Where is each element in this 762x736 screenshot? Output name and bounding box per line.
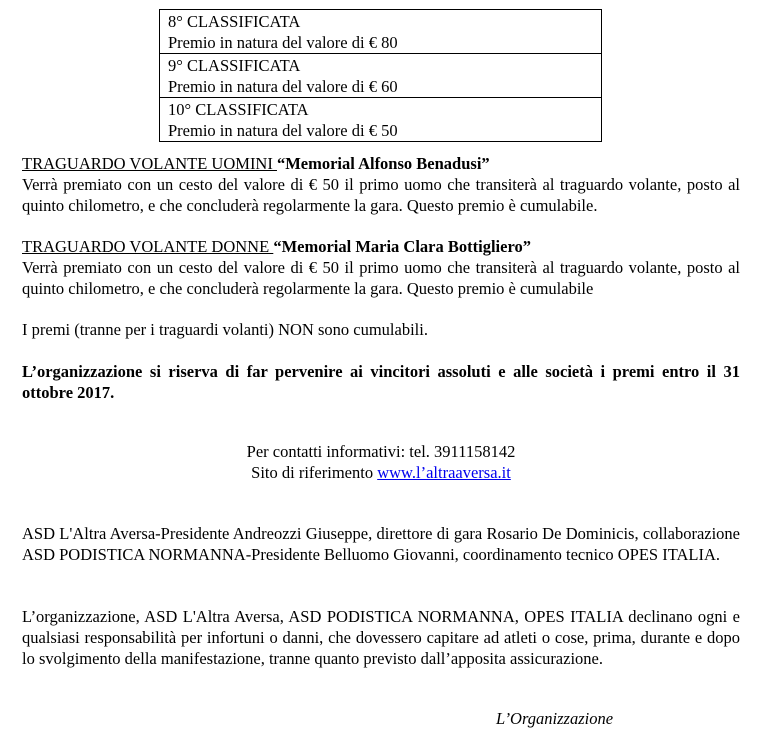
women-intermediate-section	[22, 236, 740, 299]
men-memorial-name: “Memorial Alfonso Benadusi”	[276, 154, 490, 173]
men-intermediate-section	[22, 153, 740, 216]
prize-label: Premio in natura del valore di € 60	[168, 77, 398, 96]
rank-label: 10° CLASSIFICATA	[168, 100, 309, 119]
men-heading-text: TRAGUARDO VOLANTE UOMINI	[22, 154, 277, 173]
signature: L’Organizzazione	[496, 709, 614, 728]
prize-cell	[160, 98, 602, 142]
prize-label: Premio in natura del valore di € 80	[168, 33, 398, 52]
men-intermediate-text: Verrà premiato con un cesto del valore di € 50 il primo uomo che transiterà al traguardo volante, posto al quinto chilometro, e che concluderà regolarmente la gara. Questo premio è cumulabile.	[22, 175, 740, 215]
site-link[interactable]: www.l’altraaversa.it	[377, 463, 511, 482]
cumulative-note: I premi (tranne per i traguardi volanti) NON sono cumulabili.	[22, 320, 428, 339]
table-row	[160, 10, 602, 54]
table-row	[160, 54, 602, 98]
contacts-phone: Per contatti informativi: tel. 3911158142	[246, 442, 516, 461]
rank-label: 8° CLASSIFICATA	[168, 12, 301, 31]
site-label: Sito di riferimento	[251, 463, 378, 482]
prize-cell	[160, 10, 602, 54]
rank-label: 9° CLASSIFICATA	[168, 56, 301, 75]
organization-note: L’organizzazione si riserva di far pervenire ai vincitori assoluti e alle società i premi entro il 31 ottobre 2017.	[22, 362, 740, 402]
disclaimer-paragraph: L’organizzazione, ASD L'Altra Aversa, ASD PODISTICA NORMANNA, OPES ITALIA declinano ogni e qualsiasi responsabilità per infortuni o danni, che dovessero capitare ad atleti o cose, prima, durante e dopo lo svolgimento della manifestazione, tranne quanto previsto dall’apposita assicurazione.	[22, 607, 740, 668]
women-intermediate-heading	[22, 236, 740, 257]
prize-table	[159, 9, 602, 142]
table-row	[160, 98, 602, 142]
women-heading-text: TRAGUARDO VOLANTE DONNE	[22, 237, 274, 256]
prize-cell	[160, 54, 602, 98]
women-intermediate-text: Verrà premiato con un cesto del valore di € 50 il primo uomo che transiterà al traguardo volante, posto al quinto chilometro, e che concluderà regolarmente la gara. Questo premio è cumulabile	[22, 258, 740, 298]
contacts-site	[0, 462, 762, 483]
prize-label: Premio in natura del valore di € 50	[168, 121, 398, 140]
credits-paragraph: ASD L'Altra Aversa-Presidente Andreozzi Giuseppe, direttore di gara Rosario De Dominicis, collaborazione ASD PODISTICA NORMANNA-Presidente Belluomo Giovanni, coordinamento tecnico OPES ITALIA.	[22, 524, 740, 564]
men-intermediate-heading	[22, 153, 740, 174]
women-memorial-name: “Memorial Maria Clara Bottigliero”	[273, 237, 531, 256]
